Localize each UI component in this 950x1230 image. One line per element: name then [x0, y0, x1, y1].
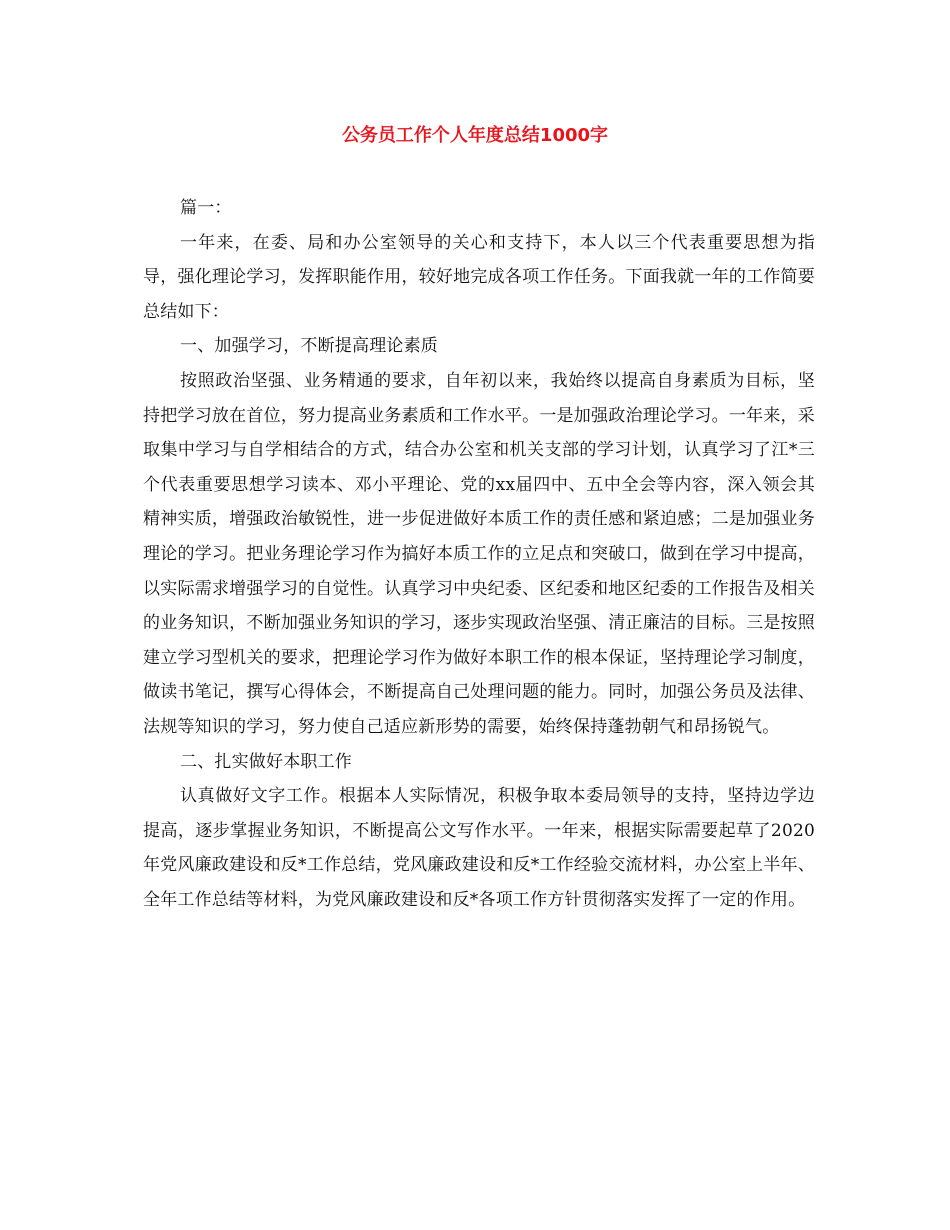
study-paragraph: 按照政治坚强、业务精通的要求，自年初以来，我始终以提高自身素质为目标，坚持把学习放在首位，努力提高业务素质和工作水平。一是加强政治理论学习。一年来，采取集中学习与自学相结合的方式，结合办公室和机关支部的学习计划，认真学习了江*三个代表重要思想学习读本、邓小平理论、党的xx届四中、五中全会等内容，深入领会其精神实质，增强政治敏锐性，进一步促进做好本质工作的责任感和紧迫感；二是加强业务理论的学习。把业务理论学习作为搞好本质工作的立足点和突破口，做到在学习中提高，以实际需求增强学习的自觉性。认真学习中央纪委、区纪委和地区纪委的工作报告及相关的业务知识，不断加强业务知识的学习，逐步实现政治坚强、清正廉洁的目标。三是按照建立学习型机关的要求，把理论学习作为做好本职工作的根本保证，坚持理论学习制度，做读书笔记，撰写心得体会，不断提高自己处理问题的能力。同时，加强公务员及法律、法规等知识的学习，努力使自己适应新形势的需要，始终保持蓬勃朝气和昂扬锐气。 — [143, 370, 815, 737]
work-paragraph: 认真做好文字工作。根据本人实际情况，积极争取本委局领导的支持，坚持边学边提高，逐步掌握业务知识，不断提高公文写作水平。一年来，根据实际需要起草了2020年党风廉政建设和反*工作总结，党风廉政建设和反*工作经验交流材料，办公室上半年、全年工作总结等材料，为党风廉政建设和反*各项工作方针贯彻落实发挥了一定的作用。 — [143, 786, 815, 910]
section-label-part-one: 篇一： — [180, 198, 232, 218]
document-title: 公务员工作个人年度总结1000字 — [341, 125, 609, 146]
section-heading-work: 二、扎实做好本职工作 — [180, 751, 352, 772]
section-heading-study: 一、加强学习，不断提高理论素质 — [180, 336, 438, 357]
intro-paragraph: 一年来，在委、局和办公室领导的关心和支持下，本人以三个代表重要思想为指导，强化理论学习，发挥职能作用，较好地完成各项工作任务。下面我就一年的工作简要总结如下： — [143, 232, 815, 322]
document-body — [143, 191, 815, 917]
